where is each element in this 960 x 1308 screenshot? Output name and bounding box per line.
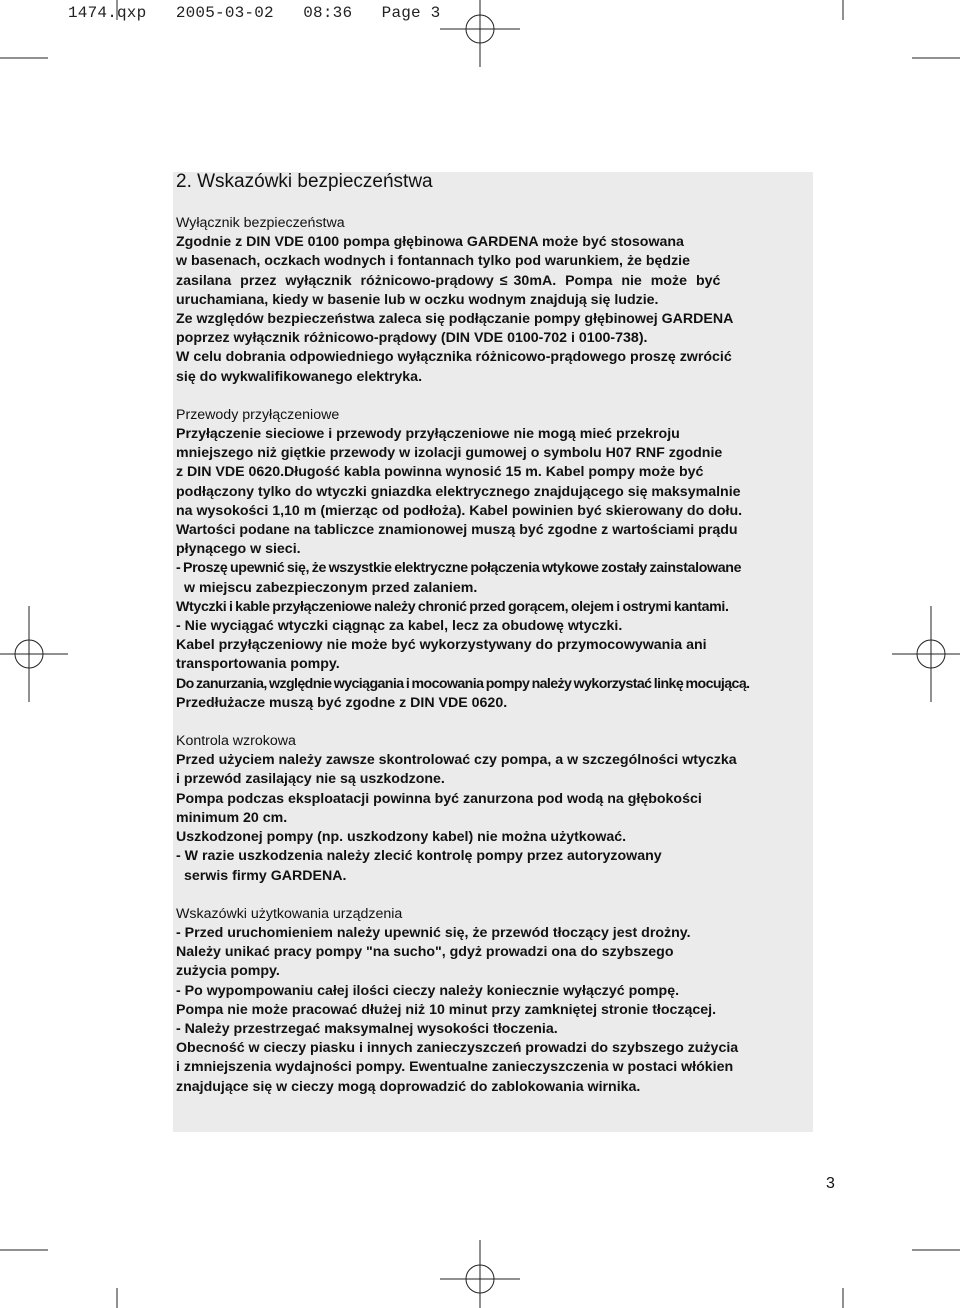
body-line: uruchamiana, kiedy w basenie lub w oczku wodnym znajdują się ludzie. [176, 291, 659, 308]
body-line: transportowania pompy. [176, 656, 340, 673]
section-connection-cables [176, 406, 810, 713]
body-line: na wysokości 1,10 m (mierząc od podłoża). Kabel powinien być skierowany do dołu. [176, 502, 743, 519]
body-line: - Nie wyciągać wtyczki ciągnąc za kabel, lecz za obudowę wtyczki. [176, 618, 623, 635]
body-line: Pompa nie może pracować dłużej niż 10 minut przy zamkniętej stronie tłoczącej. [176, 1001, 717, 1018]
body-line: Należy unikać pracy pompy "na sucho", gdyż prowadzi ona do szybszego [176, 944, 674, 961]
inline-text: zasilana przez wyłącznik różnicowo-prądowy [176, 272, 494, 289]
less-equal-symbol: ≤ [499, 272, 508, 289]
main-content [176, 170, 810, 1097]
registration-mark-left [0, 606, 68, 702]
body-line: - Przed uruchomieniem należy upewnić się, że przewód tłoczący jest drożny. [176, 924, 691, 941]
body-line: Pompa podczas eksploatacji powinna być zanurzona pod wodą na głębokości [176, 790, 702, 807]
body-line: w miejscu zabezpieczonym przed zalaniem. [184, 579, 478, 596]
body-line: Wtyczki i kable przyłączeniowe należy chronić przed gorącem, olejem i ostrymi kantami. [176, 598, 729, 615]
body-line: podłączony tylko do wtyczki gniazdka elektrycznego znajdującego się maksymalnie [176, 483, 741, 500]
body-line: Przyłączenie sieciowe i przewody przyłączeniowe nie mogą mieć przekroju [176, 426, 680, 443]
page-number: 3 [826, 1175, 835, 1192]
body-line: płynącego w sieci. [176, 541, 301, 558]
body-line: Ze względów bezpieczeństwa zaleca się podłączanie pompy głębinowej GARDENA [176, 311, 734, 328]
body-line: się do wykwalifikowanego elektryka. [176, 368, 423, 385]
page-title: 2. Wskazówki bezpieczeństwa [176, 171, 433, 192]
body-line: i zmniejszenia wydajności pompy. Ewentualne zanieczyszczenia w postaci włókien [176, 1059, 734, 1076]
body-line: w basenach, oczkach wodnych i fontannach tylko pod warunkiem, że będzie [176, 253, 691, 270]
registration-mark-bottom [440, 1240, 520, 1308]
body-line: z DIN VDE 0620.Długość kabla powinna wynosić 15 m. Kabel pompy może być [176, 464, 704, 481]
body-line: Przed użyciem należy zawsze skontrolować czy pompa, a w szczególności wtyczka [176, 752, 737, 769]
body-line [176, 272, 810, 291]
body-line: mniejszego niż giętkie przewody w izolacji gumowej o symbolu H07 RNF zgodnie [176, 445, 723, 462]
section-title: Przewody przyłączeniowe [176, 406, 340, 423]
body-line: minimum 20 cm. [176, 809, 288, 826]
inline-text: 30mA. Pompa nie może być [513, 272, 721, 289]
body-line: znajdujące się w cieczy mogą doprowadzić do zablokowania wirnika. [176, 1078, 641, 1095]
body-line: Uszkodzonej pompy (np. uszkodzony kabel) nie można użytkować. [176, 829, 627, 846]
body-line: poprzez wyłącznik różnicowo-prądowy (DIN VDE 0100-702 i 0100-738). [176, 330, 648, 347]
body-line: zużycia pompy. [176, 963, 280, 980]
file-slug: 1474.qxp 2005-03-02 08:36 Page 3 [68, 4, 441, 22]
body-line: Zgodnie z DIN VDE 0100 pompa głębinowa GARDENA może być stosowana [176, 234, 684, 251]
body-line: - Po wypompowaniu całej ilości cieczy należy koniecznie wyłączyć pompę. [176, 982, 680, 999]
body-line: - Proszę upewnić się, że wszystkie elektryczne połączenia wtykowe zostały zainstalowane [176, 560, 742, 577]
body-line: W celu dobrania odpowiedniego wyłącznika różnicowo-prądowego proszę zwrócić [176, 349, 732, 366]
body-line: serwis firmy GARDENA. [184, 867, 347, 884]
registration-mark-right [892, 606, 960, 702]
body-line: - Należy przestrzegać maksymalnej wysokości tłoczenia. [176, 1020, 558, 1037]
section-title: Wskazówki użytkowania urządzenia [176, 905, 403, 922]
registration-mark-top [440, 0, 520, 67]
section-usage-notes [176, 905, 810, 1097]
body-line: - W razie uszkodzenia należy zlecić kontrolę pompy przez autoryzowany [176, 848, 662, 865]
section-title: Wyłącznik bezpieczeństwa [176, 215, 345, 231]
body-line: Wartości podane na tabliczce znamionowej muszą być zgodne z wartościami prądu [176, 522, 738, 539]
body-line: Kabel przyłączeniowy nie może być wykorzystywany do przymocowywania ani [176, 637, 707, 654]
section-safety-switch [176, 214, 810, 387]
section-title: Kontrola wzrokowa [176, 733, 296, 750]
body-line: Do zanurzania, względnie wyciągania i mocowania pompy należy wykorzystać linkę mocującą. [176, 675, 750, 692]
body-line: Obecność w cieczy piasku i innych zanieczyszczeń prowadzi do szybszego zużycia [176, 1040, 739, 1057]
section-visual-inspection [176, 732, 810, 886]
body-line: Przedłużacze muszą być zgodne z DIN VDE 0620. [176, 694, 508, 711]
body-line: i przewód zasilający nie są uszkodzone. [176, 771, 445, 788]
